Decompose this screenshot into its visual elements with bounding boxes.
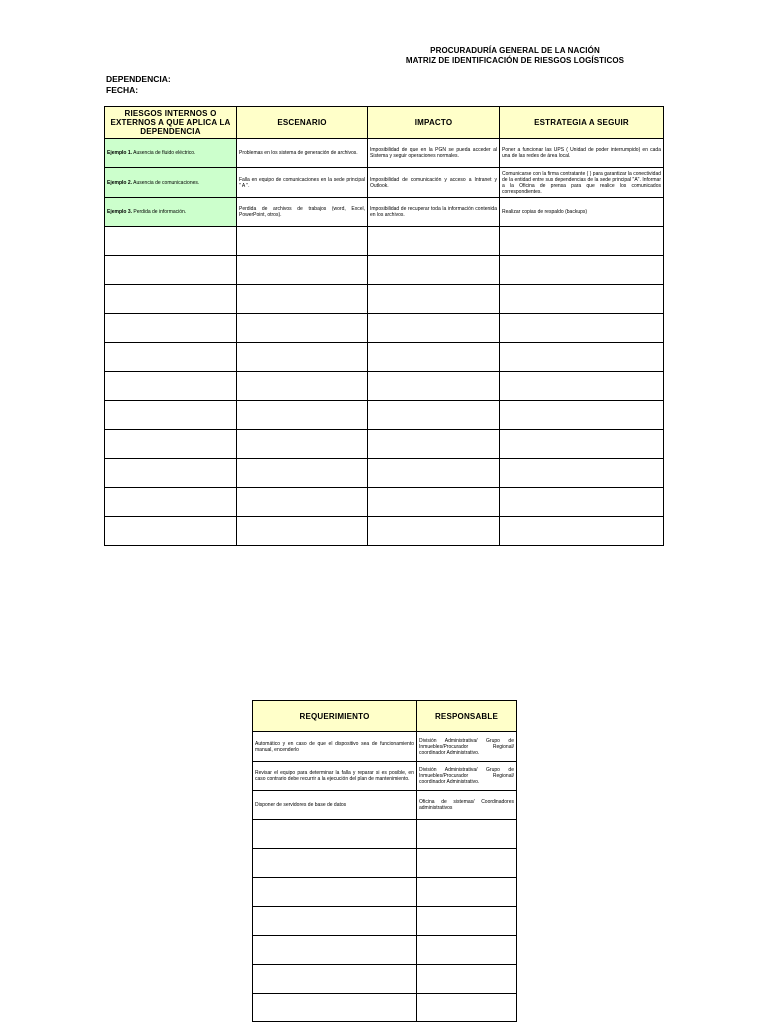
empty-row (105, 430, 664, 459)
empty-cell (237, 401, 368, 430)
empty-cell (105, 401, 237, 430)
empty-row (253, 878, 517, 907)
empty-row (253, 994, 517, 1022)
empty-cell (417, 849, 517, 878)
empty-cell (237, 459, 368, 488)
empty-cell (500, 314, 664, 343)
risk-matrix-table (104, 106, 664, 546)
header-impacto: IMPACTO (368, 107, 500, 139)
empty-cell (105, 459, 237, 488)
empty-row (105, 459, 664, 488)
empty-cell (368, 285, 500, 314)
empty-cell (368, 430, 500, 459)
empty-row (253, 965, 517, 994)
empty-cell (500, 459, 664, 488)
empty-cell (253, 849, 417, 878)
empty-cell (105, 256, 237, 285)
requirement-cell: Revisar el equipo para determinar la falla y reparar si es posible, en caso contrario debe recurrir a la ejecución del plan de mantenimiento. (253, 762, 417, 791)
empty-cell (368, 227, 500, 256)
empty-cell (417, 878, 517, 907)
example-label: Ejemplo 1. (107, 150, 133, 156)
empty-cell (105, 372, 237, 401)
requirement-cell: Automático y en caso de que el dispositivo sea de funcionamiento manual, encenderlo (253, 732, 417, 762)
empty-cell (500, 285, 664, 314)
impact-cell: Imposibilidad de recuperar toda la información contenida en los archivos. (368, 198, 500, 227)
empty-cell (253, 878, 417, 907)
empty-cell (417, 820, 517, 849)
strategy-cell: Poner a funcionar las UPS ( Unidad de poder interrumpido) en cada una de las redes de área local. (500, 139, 664, 168)
impact-cell: Imposibilidad de comunicación y acceso a Intranet y Outlook. (368, 168, 500, 198)
document-title (300, 46, 730, 66)
empty-cell (105, 227, 237, 256)
strategy-cell: Realizar copias de respaldo (backups) (500, 198, 664, 227)
empty-cell (368, 343, 500, 372)
empty-cell (105, 285, 237, 314)
empty-cell (500, 430, 664, 459)
empty-cell (237, 343, 368, 372)
empty-cell (500, 401, 664, 430)
responsible-cell: División Administrativa/ Grupo de Inmuebles/Procurador Regional/ coordinador Administrativo. (417, 732, 517, 762)
empty-cell (368, 401, 500, 430)
risk-text: Ausencia de comunicaciones. (133, 179, 200, 186)
empty-cell (500, 256, 664, 285)
empty-cell (368, 372, 500, 401)
empty-cell (253, 965, 417, 994)
empty-cell (500, 372, 664, 401)
empty-row (105, 372, 664, 401)
empty-row (105, 488, 664, 517)
empty-cell (368, 314, 500, 343)
responsible-cell: División Administrativa/ Grupo de Inmuebles/Procurador Regional/ coordinador Administrativo. (417, 762, 517, 791)
risk-text: Ausencia de fluido eléctrico. (133, 150, 196, 156)
empty-row (253, 849, 517, 878)
empty-cell (237, 256, 368, 285)
empty-cell (500, 227, 664, 256)
header-responsable: RESPONSABLE (417, 701, 517, 732)
responsible-cell: Oficina de sistemas/ Coordinadores administrativos (417, 791, 517, 820)
empty-cell (105, 314, 237, 343)
empty-cell (417, 936, 517, 965)
empty-cell (237, 227, 368, 256)
empty-cell (500, 488, 664, 517)
empty-cell (368, 488, 500, 517)
header-requerimiento: REQUERIMIENTO (253, 701, 417, 732)
empty-cell (253, 936, 417, 965)
empty-cell (237, 372, 368, 401)
impact-cell: Imposibilidad de que en la PGN se pueda acceder al Sistema y seguir operaciones normales. (368, 139, 500, 168)
empty-cell (368, 459, 500, 488)
title-line-2: MATRIZ DE IDENTIFICACIÓN DE RIESGOS LOGÍSTICOS (405, 56, 625, 65)
empty-cell (500, 343, 664, 372)
empty-row (105, 256, 664, 285)
header-escenario: ESCENARIO (237, 107, 368, 139)
empty-cell (105, 430, 237, 459)
risk-cell (105, 168, 237, 198)
empty-cell (253, 994, 417, 1022)
risk-table-header-row (105, 107, 664, 139)
requirement-cell: Disponer de servidores de base de datos (253, 791, 417, 820)
header-estrategia: ESTRATEGIA A SEGUIR (500, 107, 664, 139)
empty-cell (500, 517, 664, 546)
dependencia-label: DEPENDENCIA: (106, 74, 171, 84)
requirements-table (252, 700, 517, 1022)
empty-cell (237, 488, 368, 517)
scenario-cell: Perdida de archivos de trabajos (word, Excel, PowerPoint, otros). (237, 198, 368, 227)
risk-text: Perdida de información. (133, 209, 187, 215)
empty-cell (417, 965, 517, 994)
header-riesgos: RIESGOS INTERNOS O EXTERNOS A QUE APLICA LA DEPENDENCIA (105, 107, 237, 139)
empty-row (253, 936, 517, 965)
req-table-header-row (253, 701, 517, 732)
empty-row (105, 227, 664, 256)
title-line-1: PROCURADURÍA GENERAL DE LA NACIÓN (430, 46, 600, 55)
empty-row (105, 285, 664, 314)
empty-row (105, 517, 664, 546)
scenario-cell: Problemas en los sistema de generación de archivos. (237, 139, 368, 168)
table-row (253, 732, 517, 762)
fecha-label: FECHA: (106, 85, 139, 95)
empty-cell (417, 994, 517, 1022)
empty-cell (417, 907, 517, 936)
empty-cell (368, 517, 500, 546)
empty-row (253, 907, 517, 936)
strategy-cell: Comunicarse con la firma contratante ( ) para garantizar la conectividad de la entidad entre sus dependencias de la sede principal "A". Informar a la Oficina de prensa para que realice los comunicados correspondientes. (500, 168, 664, 198)
table-row (253, 791, 517, 820)
risk-cell (105, 139, 237, 168)
empty-cell (237, 430, 368, 459)
empty-cell (253, 820, 417, 849)
empty-cell (253, 907, 417, 936)
example-label: Ejemplo 3. (107, 209, 133, 215)
empty-cell (237, 517, 368, 546)
empty-row (105, 314, 664, 343)
table-row (105, 139, 664, 168)
empty-row (105, 401, 664, 430)
example-label: Ejemplo 2. (107, 179, 133, 186)
empty-row (105, 343, 664, 372)
empty-cell (237, 314, 368, 343)
empty-cell (105, 488, 237, 517)
empty-row (253, 820, 517, 849)
empty-cell (105, 517, 237, 546)
empty-cell (105, 343, 237, 372)
risk-cell (105, 198, 237, 227)
empty-cell (368, 256, 500, 285)
empty-cell (237, 285, 368, 314)
scenario-cell: Falla en equipo de comunicaciones en la sede principal " A ". (237, 168, 368, 198)
table-row (105, 198, 664, 227)
table-row (253, 762, 517, 791)
table-row (105, 168, 664, 198)
